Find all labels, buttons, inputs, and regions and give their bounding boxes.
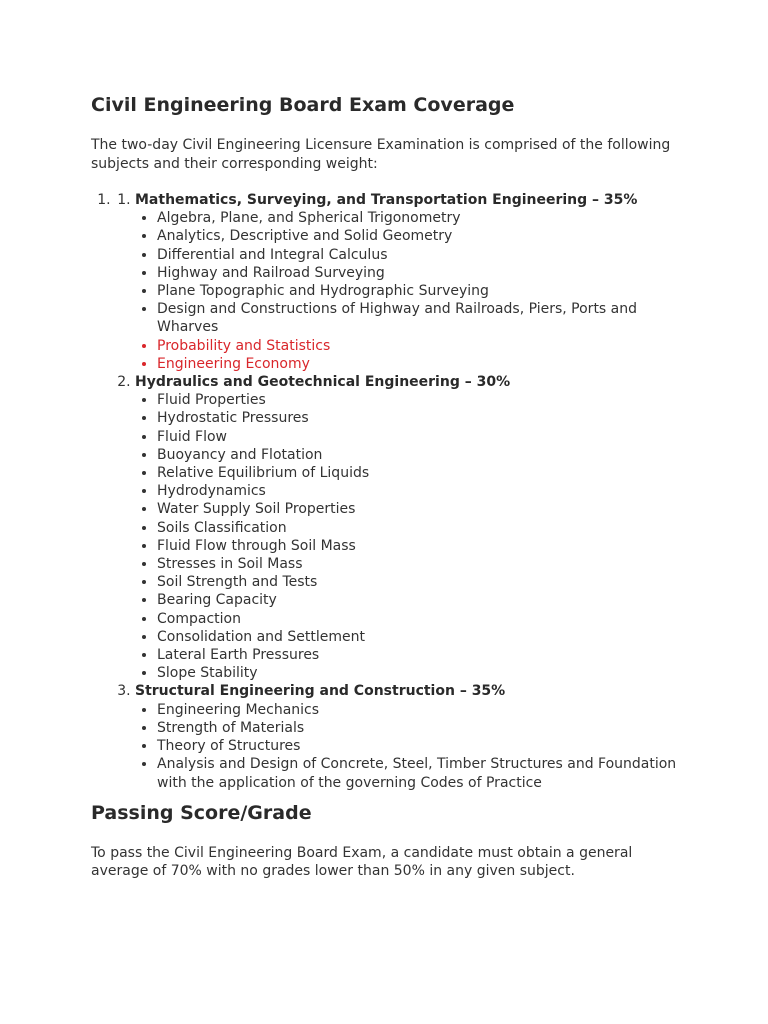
subject-title: Structural Engineering and Construction – 35% [135,683,506,700]
topic-item: • Soils Classification [157,519,691,537]
topic-item: • Consolidation and Settlement [157,628,691,646]
subject-list [91,191,691,792]
subject-title: Mathematics, Surveying, and Transportation Engineering – 35% [135,192,638,208]
topic-item: • Algebra, Plane, and Spherical Trigonometry [157,209,691,227]
subject-item-structural [135,682,691,791]
topic-item: • Stresses in Soil Mass [157,555,691,573]
topic-item: • Highway and Railroad Surveying [157,264,691,282]
subject-item-hydraulics [135,373,691,682]
topic-item-highlighted: • Probability and Statistics [157,337,691,355]
topic-list [135,701,691,792]
topic-item: • Analysis and Design of Concrete, Steel, Timber Structures and Foundation with the application of the governing Codes of Practice [157,755,691,791]
topic-item-highlighted: • Engineering Economy [157,355,691,373]
topic-item: • Strength of Materials [157,719,691,737]
topic-item: • Compaction [157,610,691,628]
outer-list-item [115,191,691,792]
topic-item: • Soil Strength and Tests [157,573,691,591]
topic-item: • Analytics, Descriptive and Solid Geometry [157,227,691,245]
topic-item: • Relative Equilibrium of Liquids [157,464,691,482]
topic-item: • Water Supply Soil Properties [157,500,691,518]
outer-list [91,191,691,792]
topic-item: • Hydrodynamics [157,482,691,500]
subject-title: Hydraulics and Geotechnical Engineering – 30% [135,374,511,391]
topic-item: • Bearing Capacity [157,591,691,609]
topic-item: • Hydrostatic Pressures [157,409,691,427]
topic-item: • Fluid Flow through Soil Mass [157,537,691,555]
topic-item: • Lateral Earth Pressures [157,646,691,664]
page-title: Civil Engineering Board Exam Coverage [91,94,515,116]
article [91,92,691,881]
topic-item: • Engineering Mechanics [157,701,691,719]
intro-paragraph: The two-day Civil Engineering Licensure Examination is comprised of the following subjects and their corresponding weight: [91,137,671,172]
topic-item: • Design and Constructions of Highway and Railroads, Piers, Ports and Wharves [157,300,691,336]
subject-item-math [135,191,691,373]
topic-item: • Slope Stability [157,664,691,682]
topic-item: • Plane Topographic and Hydrographic Surveying [157,282,691,300]
topic-item: • Theory of Structures [157,737,691,755]
topic-list [135,209,691,373]
passing-heading: Passing Score/Grade [91,801,312,824]
topic-item: • Buoyancy and Flotation [157,446,691,464]
topic-item: • Differential and Integral Calculus [157,246,691,264]
topic-item: • Fluid Flow [157,428,691,446]
topic-list [135,391,691,682]
topic-item: • Fluid Properties [157,391,691,409]
passing-paragraph: To pass the Civil Engineering Board Exam, a candidate must obtain a general average of 70% with no grades lower than 50% in any given subject. [91,844,633,880]
